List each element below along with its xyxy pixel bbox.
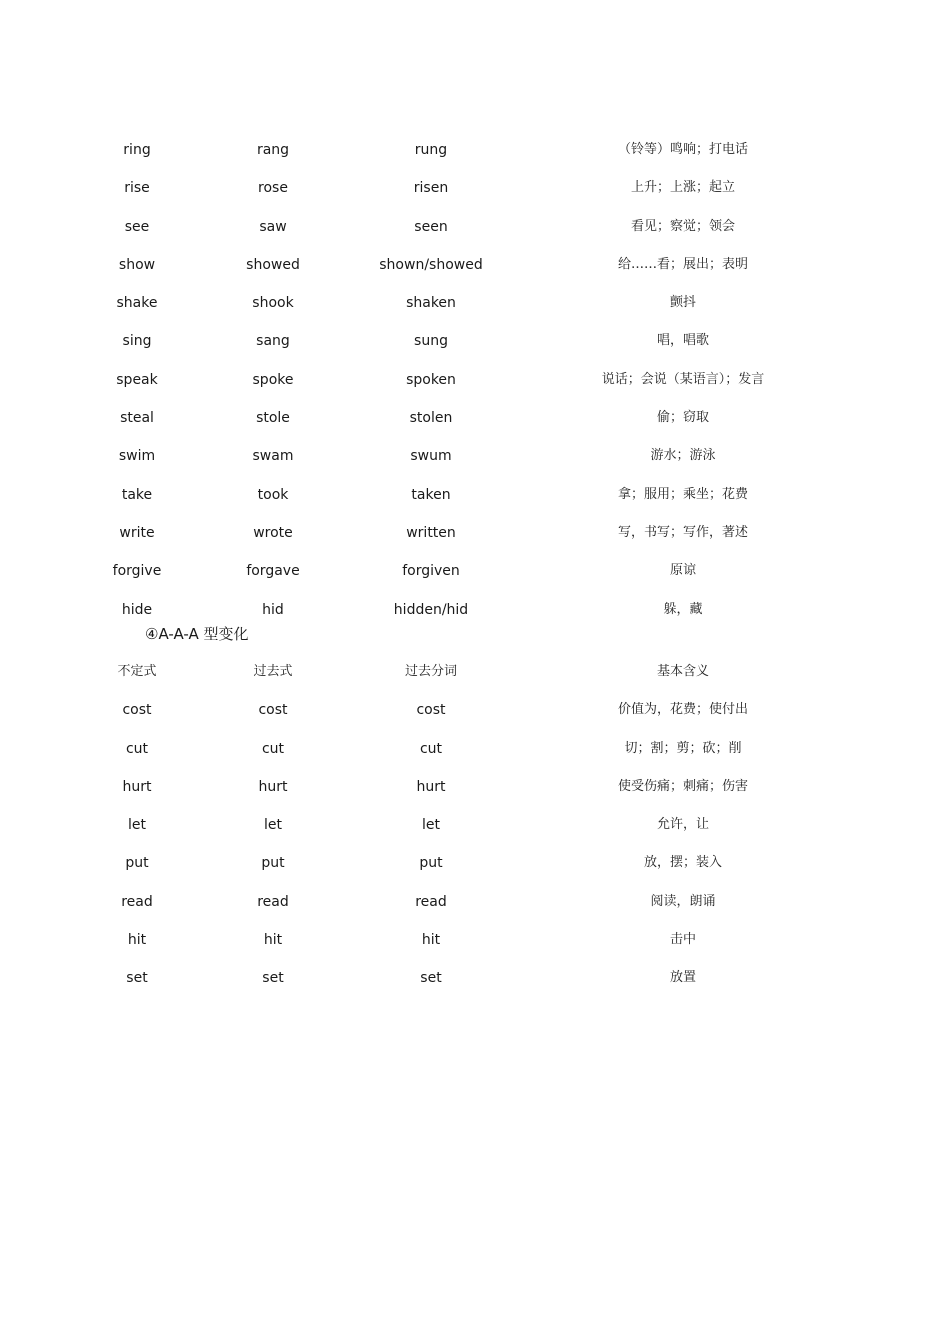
- meaning-cell: 说话；会说（某语言）；发言: [601, 371, 765, 387]
- verb-table-abc: [0, 140, 950, 638]
- header-meaning: 基本含义: [656, 664, 710, 679]
- section-heading-aaa: [145, 624, 249, 644]
- past-tense-cell: set: [262, 970, 284, 987]
- meaning-cell: （铃等）鸣响；打电话: [617, 142, 749, 157]
- table-row: [0, 485, 950, 523]
- meaning-cell: 拿；服用；乘坐；花费: [617, 486, 749, 502]
- past-participle-cell: shaken: [406, 295, 456, 312]
- table-row: [0, 892, 950, 930]
- past-tense-cell: hit: [263, 932, 283, 949]
- section-heading-suffix: 型变化: [198, 625, 249, 643]
- meaning-cell: 原谅: [669, 563, 697, 579]
- past-participle-cell: spoken: [406, 371, 456, 388]
- table-row: [0, 930, 950, 968]
- infinitive-cell: shake: [116, 295, 158, 312]
- infinitive-cell: set: [126, 970, 148, 987]
- meaning-cell: 看见；察觉；领会: [630, 218, 736, 234]
- infinitive-cell: show: [118, 256, 156, 273]
- past-tense-cell: rose: [258, 180, 288, 197]
- table-row: [0, 217, 950, 255]
- meaning-cell: 放置: [669, 970, 697, 986]
- past-tense-cell: spoke: [252, 371, 294, 388]
- table-row: [0, 777, 950, 815]
- meaning-cell: 允许，让: [656, 817, 710, 833]
- infinitive-cell: read: [121, 893, 153, 910]
- past-tense-cell: put: [261, 855, 285, 872]
- infinitive-cell: hit: [127, 932, 147, 949]
- past-participle-cell: hit: [421, 932, 441, 949]
- table-row: [0, 178, 950, 216]
- infinitive-cell: ring: [123, 142, 151, 158]
- infinitive-cell: let: [128, 817, 146, 834]
- table-row: [0, 561, 950, 599]
- table-row: [0, 446, 950, 484]
- infinitive-cell: forgive: [112, 563, 162, 580]
- infinitive-cell: put: [125, 855, 149, 872]
- infinitive-cell: write: [119, 524, 155, 541]
- past-participle-cell: swum: [410, 448, 452, 465]
- infinitive-cell: cost: [122, 702, 152, 719]
- meaning-cell: 颤抖: [669, 295, 697, 311]
- table-row: [0, 600, 950, 638]
- past-tense-cell: let: [264, 817, 282, 834]
- infinitive-cell: swim: [118, 448, 156, 465]
- past-tense-cell: rang: [256, 142, 290, 158]
- meaning-cell: 使受伤痛；刺痛；伤害: [617, 778, 749, 794]
- table-row: [0, 408, 950, 446]
- infinitive-cell: see: [124, 218, 150, 235]
- past-tense-cell: cut: [261, 740, 285, 757]
- meaning-cell: 偷；窃取: [656, 410, 710, 426]
- past-participle-cell: written: [406, 524, 456, 541]
- past-participle-cell: cut: [419, 740, 443, 757]
- meaning-cell: 放，摆；装入: [643, 855, 723, 871]
- meaning-cell: 价值为，花费；使付出: [617, 702, 749, 718]
- table-row: [0, 140, 950, 178]
- past-participle-cell: shown/showed: [379, 256, 483, 273]
- table-row: [0, 293, 950, 331]
- table-row: [0, 370, 950, 408]
- past-participle-cell: read: [415, 893, 447, 910]
- past-tense-cell: cost: [258, 702, 288, 719]
- past-participle-cell: let: [422, 817, 440, 834]
- meaning-cell: 写，书写；写作，著述: [617, 524, 749, 540]
- past-tense-cell: read: [257, 893, 289, 910]
- meaning-cell: 上升；上涨；起立: [630, 180, 736, 196]
- past-participle-cell: stolen: [409, 410, 453, 427]
- past-tense-cell: sang: [256, 333, 290, 350]
- past-tense-cell: hurt: [258, 778, 288, 795]
- section-heading-prefix: ④A-A-A: [145, 625, 199, 643]
- infinitive-cell: hide: [121, 601, 153, 618]
- header-past-tense: 过去式: [253, 664, 293, 679]
- past-participle-cell: risen: [413, 180, 449, 197]
- header-past-participle: 过去分词: [404, 664, 458, 679]
- table-row: [0, 853, 950, 891]
- past-tense-cell: forgave: [246, 563, 300, 580]
- infinitive-cell: hurt: [122, 778, 152, 795]
- infinitive-cell: take: [121, 486, 153, 503]
- past-tense-cell: shook: [252, 295, 294, 312]
- infinitive-cell: cut: [125, 740, 149, 757]
- past-tense-cell: showed: [246, 256, 300, 273]
- past-participle-cell: cost: [416, 702, 446, 719]
- past-tense-cell: swam: [252, 448, 294, 465]
- past-participle-cell: hurt: [416, 778, 446, 795]
- past-participle-cell: hidden/hid: [393, 601, 469, 618]
- table-row: [0, 331, 950, 369]
- past-participle-cell: forgiven: [402, 563, 460, 580]
- table-row: [0, 739, 950, 777]
- meaning-cell: 击中: [669, 932, 697, 948]
- past-participle-cell: taken: [411, 486, 451, 503]
- past-participle-cell: set: [420, 970, 442, 987]
- infinitive-cell: steal: [120, 410, 154, 427]
- table-header-row: [0, 662, 950, 700]
- past-tense-cell: wrote: [253, 524, 293, 541]
- verb-table-aaa: [0, 662, 950, 1007]
- meaning-cell: 游水；游泳: [650, 448, 716, 464]
- meaning-cell: 阅读，朗诵: [650, 893, 716, 909]
- past-tense-cell: stole: [256, 410, 290, 427]
- meaning-cell: 给……看；展出；表明: [617, 256, 749, 272]
- infinitive-cell: sing: [122, 333, 152, 350]
- table-row: [0, 968, 950, 1006]
- infinitive-cell: speak: [116, 371, 158, 388]
- meaning-cell: 切；割；剪；砍；削: [624, 740, 742, 756]
- table-row: [0, 523, 950, 561]
- past-participle-cell: rung: [414, 142, 448, 158]
- past-tense-cell: saw: [259, 218, 287, 235]
- table-row: [0, 255, 950, 293]
- past-participle-cell: seen: [414, 218, 448, 235]
- past-tense-cell: hid: [262, 601, 284, 618]
- infinitive-cell: rise: [124, 180, 150, 197]
- past-tense-cell: took: [257, 486, 289, 503]
- table-row: [0, 815, 950, 853]
- header-infinitive: 不定式: [117, 664, 157, 679]
- table-row: [0, 700, 950, 738]
- past-participle-cell: sung: [414, 333, 448, 350]
- past-participle-cell: put: [419, 855, 443, 872]
- meaning-cell: 躲，藏: [663, 601, 703, 617]
- meaning-cell: 唱，唱歌: [656, 333, 710, 349]
